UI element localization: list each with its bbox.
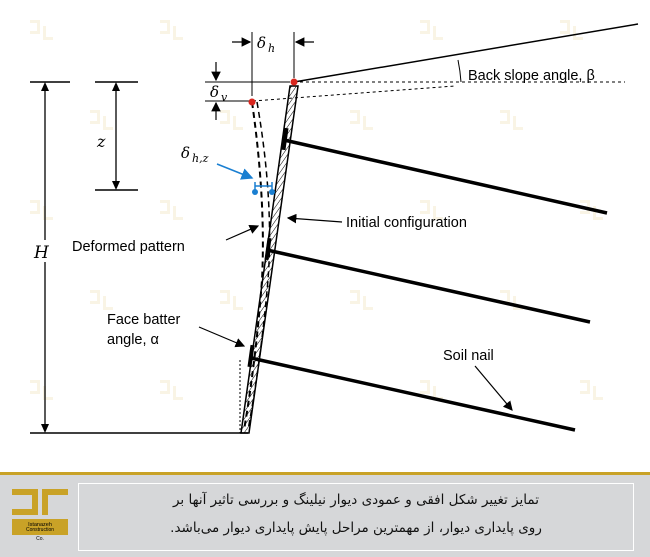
top-deformed-point-marker [249, 99, 256, 106]
logo-text-line2: Construction [25, 527, 55, 533]
depth-dimension [95, 82, 138, 190]
face-batter-label-line1: Face batter [107, 312, 181, 328]
company-logo [8, 483, 72, 547]
delta-h-subscript: h [268, 42, 276, 55]
deformed-pattern-leader [226, 226, 258, 240]
delta-hz-subscript: h,z [192, 152, 209, 165]
initial-configuration-leader [288, 218, 342, 222]
deformed-pattern-label: Deformed pattern [72, 239, 185, 255]
delta-h-symbol: δ [257, 34, 267, 52]
delta-h-dimension [232, 32, 314, 96]
soil-nail-3 [251, 358, 575, 430]
delta-v-dimension [205, 62, 290, 120]
soil-nail-2 [267, 250, 590, 322]
caption-line-2: روی پایداری دیوار، از مهمترین مراحل پایش پایداری دیوار می‌باشد. [170, 520, 542, 536]
logo-text-line1: Istanazeh [28, 522, 52, 528]
footer-accent-line [0, 472, 650, 475]
caption-text [96, 486, 616, 542]
delta-hz-symbol: δ [181, 144, 191, 162]
wall-initial [241, 86, 298, 433]
caption-line-1: تمایز تغییر شکل افقی و عمودی دیوار نیلینگ و بررسی تاثیر آنها بر [172, 492, 539, 508]
depth-label: z [97, 132, 106, 151]
soil-nail-1 [284, 140, 607, 213]
face-batter-leader [199, 327, 244, 346]
delta-v-symbol: δ [210, 83, 220, 101]
back-slope-label: Back slope angle, β [468, 68, 595, 84]
top-initial-point-marker [291, 79, 298, 86]
soil-nail-label: Soil nail [443, 348, 494, 364]
caption-footer [0, 472, 650, 557]
initial-configuration-label: Initial configuration [346, 215, 467, 231]
face-batter-label-line2: angle, α [107, 332, 159, 348]
delta-v-subscript: v [221, 91, 228, 104]
back-slope [253, 24, 638, 101]
height-label: H [34, 243, 49, 263]
logo-text-line3: Co. [36, 536, 44, 542]
soil-nail-leader [475, 366, 512, 410]
